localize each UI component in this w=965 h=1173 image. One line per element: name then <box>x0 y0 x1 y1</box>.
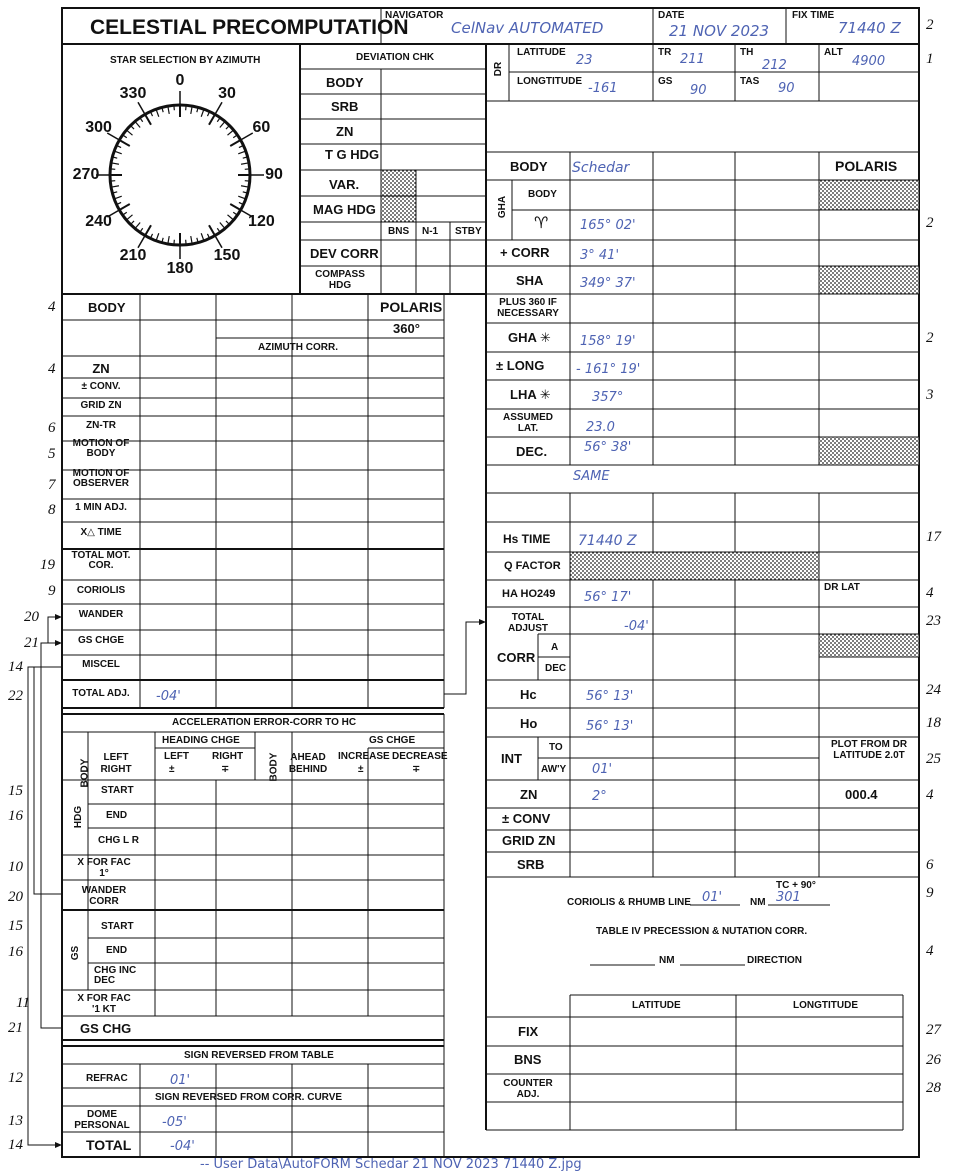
fix-time-label: FIX TIME <box>792 10 835 21</box>
gha-label: GHA <box>497 195 509 219</box>
fix-label: FIX <box>518 1024 539 1039</box>
compass-tick <box>114 151 122 154</box>
accel-title: ACCELERATION ERROR-CORR TO HC <box>172 717 357 728</box>
compass-tick <box>135 222 140 228</box>
assumed-lat-value[interactable]: 23.0 <box>586 420 615 435</box>
left-margin-number: 14 <box>8 1137 23 1153</box>
right-margin-number: 6 <box>926 857 934 873</box>
compass-tick <box>119 140 129 146</box>
compass-tick <box>201 109 204 117</box>
deviation-title: DEVIATION CHK <box>356 52 435 63</box>
right-margin-number: 4 <box>926 943 934 959</box>
left-margin-number: 5 <box>48 446 56 462</box>
compass-tick <box>119 204 129 210</box>
right-margin-number: 2 <box>926 17 934 33</box>
fix-time-value[interactable]: 71440 Z <box>838 19 901 37</box>
nm-value[interactable]: 301 <box>776 890 801 905</box>
compass-tick <box>131 126 135 130</box>
hdg-xfac-label: X FOR FAC 1° <box>77 857 131 879</box>
compass-tick <box>227 130 233 135</box>
compass-tick <box>135 121 140 127</box>
right-label: RIGHT <box>212 751 244 762</box>
zn-value[interactable]: 2° <box>592 789 607 804</box>
compass-tick <box>131 221 135 225</box>
int-label: INT <box>501 751 522 766</box>
sign-reversed-table-label: SIGN REVERSED FROM TABLE <box>184 1050 334 1061</box>
left-right-label: LEFT RIGHT <box>100 752 132 775</box>
left-margin-number: 11 <box>16 995 30 1011</box>
ahead-behind-label: AHEAD BEHIND <box>288 752 328 775</box>
left-margin-number: 20 <box>24 609 39 625</box>
hdg-end-label: END <box>106 810 128 821</box>
deviation-n1-label: N-1 <box>422 226 439 237</box>
latitude-label: LATITUDE <box>517 47 566 58</box>
compass-tick <box>156 233 159 241</box>
gs-vertical-label: GS <box>70 945 82 961</box>
increase-pm-icon: ± <box>358 764 364 775</box>
left-margin-number: 7 <box>48 477 56 493</box>
wander-corr-label: WANDER CORR <box>81 885 127 907</box>
left-margin-number: 21 <box>8 1020 23 1036</box>
compass-label-210: 210 <box>119 247 147 265</box>
form-title: CELESTIAL PRECOMPUTATION <box>90 16 409 39</box>
right-margin-number: 17 <box>926 529 941 545</box>
same-value[interactable]: SAME <box>573 469 610 484</box>
corr-label: + CORR <box>500 245 550 260</box>
left-margin-number: 19 <box>40 557 55 573</box>
corr2-dec-label: DEC <box>545 663 567 674</box>
refrac-label: REFRAC <box>86 1073 128 1084</box>
th-label: TH <box>740 47 754 58</box>
q-factor-label: Q FACTOR <box>504 560 561 572</box>
ha-value[interactable]: 56° 17' <box>584 590 632 605</box>
compass-major-tick <box>215 236 222 248</box>
right-mp-icon: ∓ <box>221 764 230 775</box>
long-value[interactable]: - 161° 19' <box>576 362 641 377</box>
compass-tick <box>220 121 225 127</box>
compass-label-90: 90 <box>265 166 283 183</box>
gs-start-label: START <box>101 921 134 932</box>
left-margin-number: 12 <box>8 1070 23 1086</box>
left-row-label-3: ZN-TR <box>86 420 116 431</box>
right-margin-number: 2 <box>926 330 934 346</box>
compass-tick <box>209 225 215 235</box>
dev-corr-label: DEV CORR <box>310 246 379 261</box>
left-margin-number: 20 <box>8 889 23 905</box>
left-margin-number: 4 <box>48 299 56 315</box>
left-row-label-12: MISCEL <box>82 659 120 670</box>
compass-label-330: 330 <box>119 84 147 102</box>
gha-body-label: BODY <box>528 189 557 200</box>
left-margin-number: 14 <box>8 659 23 675</box>
hc-label: Hc <box>520 687 537 702</box>
increase-label: INCREASE <box>338 751 390 762</box>
grid-zn-label: GRID ZN <box>502 833 556 848</box>
left-row-label-10: WANDER <box>78 609 124 620</box>
left-margin-number: 22 <box>8 688 23 704</box>
left-row-label-7: X△ TIME <box>80 527 122 538</box>
deviation-zn-label: ZN <box>336 124 354 139</box>
compass-label-30: 30 <box>218 84 236 102</box>
dr-lat-label: DR LAT <box>824 582 860 593</box>
right-margin-number: 3 <box>926 387 934 403</box>
sign-reversed-curve-label: SIGN REVERSED FROM CORR. CURVE <box>155 1092 343 1103</box>
hdg-start-label: START <box>101 785 134 796</box>
accel-body-label: BODY <box>79 758 91 788</box>
left-label: LEFT <box>164 751 189 762</box>
compass-label-60: 60 <box>252 119 271 136</box>
left-row-label-8: TOTAL MOT. COR. <box>71 550 131 571</box>
hdg-chg-label: CHG L R <box>98 835 139 846</box>
navigator-value[interactable]: CelNav AUTOMATED <box>451 19 604 37</box>
gs-chge-label: GS CHGE <box>369 735 416 746</box>
compass-tick <box>238 196 246 199</box>
compass-major-tick <box>138 236 145 248</box>
right-margin-number: 28 <box>926 1080 941 1096</box>
compass-tick <box>145 114 151 124</box>
left-margin-number: 21 <box>24 635 39 651</box>
compass-label-180: 180 <box>166 260 194 277</box>
dome-personal-label: DOME PERSONAL <box>74 1109 130 1131</box>
footer-filename: -- User Data\AutoFORM Schedar 21 NOV 2023 71440 Z.jpg <box>200 1157 582 1172</box>
total-value[interactable]: -04' <box>170 1139 195 1154</box>
fix-latitude-header: LATITUDE <box>632 1000 681 1011</box>
left-margin-number: 10 <box>8 859 23 875</box>
left-row-label-1: ± CONV. <box>81 381 121 392</box>
compass-major-tick <box>138 102 145 114</box>
nm2-label: NM <box>659 955 675 966</box>
compass-label-240: 240 <box>85 213 112 230</box>
gha2-value[interactable]: 158° 19' <box>580 334 636 349</box>
corr2-a-label: A <box>551 642 559 653</box>
deviation-mag-hdg-label: MAG HDG <box>313 202 376 217</box>
azimuth-corr-label: AZIMUTH CORR. <box>258 342 338 353</box>
right-margin-number: 4 <box>926 787 934 803</box>
right-margin-number: 1 <box>926 51 934 67</box>
gs-value[interactable]: 90 <box>690 83 707 98</box>
left-margin-number: 4 <box>48 361 56 377</box>
date-value[interactable]: 21 NOV 2023 <box>669 22 770 40</box>
left-margin-number: 9 <box>48 583 56 599</box>
right-margin-number: 27 <box>926 1022 941 1038</box>
polaris-label: POLARIS <box>835 158 898 174</box>
right-margin-number: 18 <box>926 715 941 731</box>
hs-time-value[interactable]: 71440 Z <box>578 533 637 549</box>
tc-label: TC + 90° <box>776 880 816 891</box>
compass-tick <box>126 130 132 135</box>
alt-label: ALT <box>824 47 843 58</box>
deviation-body-label: BODY <box>326 75 364 90</box>
compass-tick <box>220 222 225 228</box>
corr2-label: CORR <box>497 650 536 665</box>
gs-end-label: END <box>106 945 128 956</box>
left-row-label-6: 1 MIN ADJ. <box>75 502 127 513</box>
aries-symbol: ♈ <box>534 215 549 232</box>
left-margin-number: 8 <box>48 502 56 518</box>
coriolis-rhumb-label: CORIOLIS & RHUMB LINE <box>567 897 691 908</box>
left-row-label-11: GS CHGE <box>77 635 125 646</box>
compass-tick <box>230 204 240 210</box>
sha-label: SHA <box>516 273 544 288</box>
corr-value[interactable]: 3° 41' <box>580 248 620 263</box>
compass-tick <box>226 126 230 130</box>
compass-tick <box>238 151 246 154</box>
deviation-srb-label: SRB <box>331 99 359 114</box>
compass-tick <box>227 215 233 220</box>
sha-value[interactable]: 349° 37' <box>580 276 636 291</box>
total-adjust-value[interactable]: -04' <box>624 619 649 634</box>
left-margin-number: 15 <box>8 783 23 799</box>
left-row-label-2: GRID ZN <box>80 400 122 411</box>
int-to-label: TO <box>549 742 563 753</box>
right-margin-number: 24 <box>926 682 941 698</box>
aries-value[interactable]: 165° 02' <box>580 218 636 233</box>
compass-label-270: 270 <box>72 166 100 183</box>
heading-chge-label: HEADING CHGE <box>162 735 240 746</box>
accel-body-label-2: BODY <box>268 752 280 782</box>
compass-tick <box>156 109 159 117</box>
right-margin-number: 25 <box>926 751 941 767</box>
hs-time-label: Hs TIME <box>503 532 551 546</box>
hdg-vertical-label: HDG <box>73 805 85 829</box>
navigator-label: NAVIGATOR <box>385 10 444 21</box>
left-margin-number: 13 <box>8 1113 23 1129</box>
deviation-var-label: VAR. <box>329 177 360 192</box>
gs-xfac-label: X FOR FAC '1 KT <box>77 993 131 1015</box>
left-pm-icon: ± <box>169 764 175 775</box>
left-body-label: BODY <box>88 300 126 315</box>
counter-adj-label: COUNTER ADJ. <box>503 1078 553 1100</box>
nm-label: NM <box>750 897 766 908</box>
th-value[interactable]: 212 <box>762 58 787 73</box>
total-adjust-label: TOTAL ADJUST <box>507 612 548 634</box>
dr-label: DR <box>493 61 505 77</box>
refrac-value[interactable]: 01' <box>170 1073 191 1088</box>
assumed-lat-label: ASSUMED LAT. <box>502 412 553 434</box>
tas-label: TAS <box>740 76 760 87</box>
gs-label: GS <box>658 76 673 87</box>
ha-ho249-label: HA HO249 <box>502 588 556 600</box>
conv-label: ± CONV <box>502 811 551 826</box>
zn-label: ZN <box>520 787 538 802</box>
deviation-stby-label: STBY <box>455 226 482 237</box>
compass-tick <box>230 140 240 146</box>
right-margin-number: 23 <box>926 613 941 629</box>
left-margin-number: 15 <box>8 918 23 934</box>
compass-tick <box>201 233 204 241</box>
int-value[interactable]: 01' <box>592 762 613 777</box>
left-row-label-0: ZN <box>92 361 110 376</box>
compass-tick <box>209 114 215 124</box>
compass-label-0: 0 <box>175 72 185 89</box>
decrease-label: DECREASE <box>392 751 448 762</box>
gs-chg-total-label: GS CHG <box>80 1021 132 1036</box>
tr-label: TR <box>658 47 672 58</box>
polaris-360: 360° <box>393 321 420 336</box>
decrease-mp-icon: ∓ <box>412 764 421 775</box>
tas-value[interactable]: 90 <box>778 81 795 96</box>
gs-chg-label: CHG INC DEC <box>94 965 137 986</box>
body-label: BODY <box>510 159 548 174</box>
total-adj-value[interactable]: -04' <box>156 689 181 704</box>
direction-label: DIRECTION <box>747 955 802 966</box>
alt-value[interactable]: 4900 <box>852 54 886 69</box>
deviation-bns-label: BNS <box>388 226 410 237</box>
compass-hdg-label: COMPASS HDG <box>315 269 365 291</box>
ho-value[interactable]: 56° 13' <box>586 719 634 734</box>
compass-label-120: 120 <box>248 213 275 230</box>
compass-major-tick <box>215 102 222 114</box>
compass-title: STAR SELECTION BY AZIMUTH <box>110 55 261 66</box>
srb-label: SRB <box>517 857 545 872</box>
left-row-label-9: CORIOLIS <box>76 585 126 596</box>
date-label: DATE <box>658 10 685 21</box>
left-row-label-5: MOTION OF OBSERVER <box>72 468 130 489</box>
deviation-tg-hdg-label: T G HDG <box>325 147 380 162</box>
gha2-label: GHA ✳ <box>508 330 551 345</box>
compass-tick <box>226 221 230 225</box>
int-awy-label: AW'Y <box>541 764 567 775</box>
left-row-label-13: TOTAL ADJ. <box>72 688 130 699</box>
longitude-label: LONGTITUDE <box>517 76 582 87</box>
right-margin-number: 4 <box>926 585 934 601</box>
hc-value[interactable]: 56° 13' <box>586 689 634 704</box>
compass-tick <box>126 215 132 220</box>
left-polaris-label: POLARIS <box>380 299 443 315</box>
right-margin-number: 26 <box>926 1052 941 1068</box>
fix-longitude-header: LONGTITUDE <box>793 1000 858 1011</box>
compass-tick <box>114 196 122 199</box>
bns-label: BNS <box>514 1052 542 1067</box>
left-margin-number: 16 <box>8 808 23 824</box>
table4-label: TABLE IV PRECESSION & NUTATION CORR. <box>596 926 808 937</box>
lha-label: LHA ✳ <box>510 387 551 402</box>
plus360-label: PLUS 360 IF NECESSARY <box>497 297 559 319</box>
plot-from-label: PLOT FROM DR LATITUDE 2.0T <box>830 739 908 761</box>
tr-value[interactable]: 211 <box>680 52 705 67</box>
compass-tick <box>145 225 151 235</box>
compass-label-150: 150 <box>213 247 241 265</box>
dome-value[interactable]: -05' <box>162 1115 187 1130</box>
latitude-value[interactable]: 23 <box>576 53 593 68</box>
dec-value[interactable]: 56° 38' <box>584 440 632 455</box>
left-row-label-4: MOTION OF BODY <box>72 438 130 459</box>
body-value[interactable]: Schedar <box>572 160 630 176</box>
ho-label: Ho <box>520 716 538 731</box>
lha-value[interactable]: 357° <box>592 390 624 405</box>
compass-label-300: 300 <box>85 119 112 136</box>
long-label: ± LONG <box>496 358 545 373</box>
left-margin-number: 6 <box>48 420 56 436</box>
right-margin-number: 9 <box>926 885 934 901</box>
dec-label: DEC. <box>516 444 548 459</box>
coriolis-value[interactable]: 01' <box>702 890 723 905</box>
total-label: TOTAL <box>86 1137 132 1153</box>
longitude-value[interactable]: -161 <box>588 81 618 96</box>
right-margin-number: 2 <box>926 215 934 231</box>
zn-polaris-value: 000.4 <box>845 787 878 802</box>
left-margin-number: 16 <box>8 944 23 960</box>
